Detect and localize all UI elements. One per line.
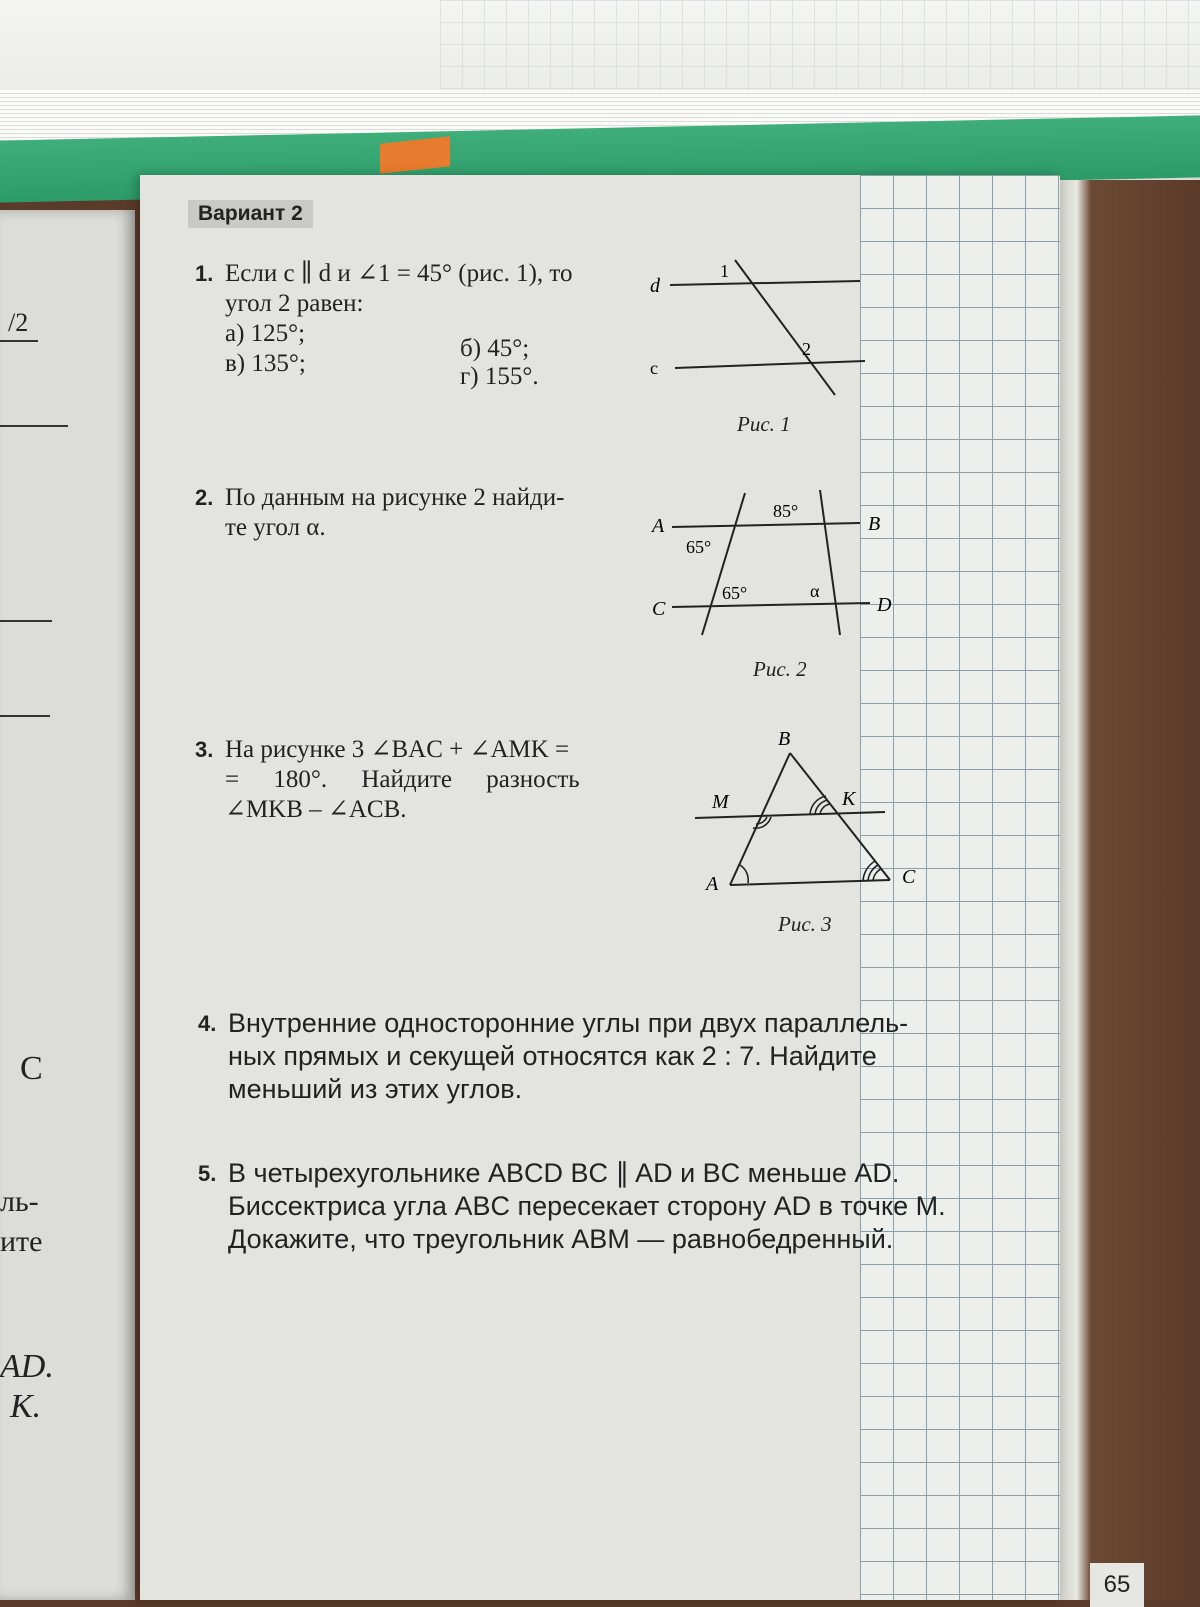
task-text-line: меньший из этих углов. [228,1074,523,1104]
page-number: 65 [1090,1563,1144,1607]
angle-65-top: 65° [686,537,712,557]
angle-65-bottom: 65° [722,583,748,603]
label-D: D [877,594,892,616]
angle-label-2: 2 [802,339,811,359]
figure-3-caption: Рис. 3 [778,912,832,936]
answer-option-b: б) 45°; [460,335,530,362]
figure-3 [670,720,940,900]
transversal-left [702,493,748,635]
line-d [670,281,860,285]
left-fragment: AD. [0,1348,54,1385]
label-B: B [868,513,881,535]
task-text-line: ных прямых и секущей относятся как 2 : 7. Найдите [228,1041,877,1071]
label-M: M [712,791,729,813]
label-B: B [778,728,791,750]
side-BC [790,753,890,880]
left-rule [0,715,50,717]
task-text-line: те угол α. [225,514,326,541]
page-edge [1060,180,1200,1600]
line-CD [672,603,870,607]
left-rule [0,425,68,427]
task-5 [198,1157,1008,1256]
label-C: C [652,598,666,620]
left-fragment: ль- [0,1185,39,1218]
task-text-line: ∠MKB – ∠ACB. [225,796,407,823]
task-4 [198,1007,968,1106]
angle-arc-A [740,865,748,883]
figure-1 [630,255,870,405]
figure-2 [640,485,910,645]
left-rule [0,340,38,342]
task-number: 2. [195,485,214,510]
transversal [735,260,835,395]
figure-1-caption: Рис. 1 [737,412,791,436]
left-fragment: C [20,1050,43,1087]
angle-85: 85° [773,501,799,521]
task-2 [195,483,645,543]
variant-header: Вариант 2 [188,200,313,228]
transversal-right [820,490,840,635]
side-AC [730,880,890,885]
label-c: c [650,358,658,378]
angle-arc-C [873,869,881,881]
line-c [675,361,865,368]
left-fragment: ите [0,1225,43,1258]
label-A: A [652,515,665,537]
task-text-line: В четырехугольнике ABCD BC ∥ AD и BC меньше AD. [228,1158,900,1188]
textbook-page [140,175,1131,1600]
task-text-line: = 180°. Найдите разность [225,766,580,793]
line-AB [672,523,860,527]
task-number: 5. [198,1161,217,1186]
answer-option-v: в) 135°; [225,350,306,377]
angle-alpha: α [810,581,820,601]
task-text-line: Докажите, что треугольник ABM — равнобедренный. [228,1224,894,1254]
label-K: K [842,788,856,810]
answer-option-a: а) 125°; [225,320,306,347]
task-text-line: Если c ∥ d и ∠1 = 45° (рис. 1), то [225,260,573,287]
task-text-line: угол 2 равен: [225,290,364,317]
left-rule [0,620,52,622]
task-number: 3. [195,737,214,762]
task-text-line: На рисунке 3 ∠BAC + ∠AMK = [225,736,570,763]
answer-option-g: г) 155°. [460,363,539,390]
figure-2-caption: Рис. 2 [753,657,807,681]
task-number: 1. [195,261,214,286]
task-1 [195,259,645,319]
angle-label-1: 1 [720,261,729,281]
left-fragment: /2 [8,308,29,337]
angle-arc-K [815,800,828,815]
task-3 [195,735,625,825]
label-C: C [902,866,916,888]
label-d: d [650,275,660,297]
task-text-line: Внутренние односторонние углы при двух параллель- [228,1008,909,1038]
left-fragment: K. [10,1388,42,1425]
task-text-line: По данным на рисунке 2 найди- [225,484,565,511]
task-text-line: Биссектриса угла ABC пересекает сторону AD в точке M. [228,1191,946,1221]
label-A: A [706,873,719,895]
left-page [0,210,135,1600]
task-number: 4. [198,1011,217,1036]
side-AB [730,753,790,885]
